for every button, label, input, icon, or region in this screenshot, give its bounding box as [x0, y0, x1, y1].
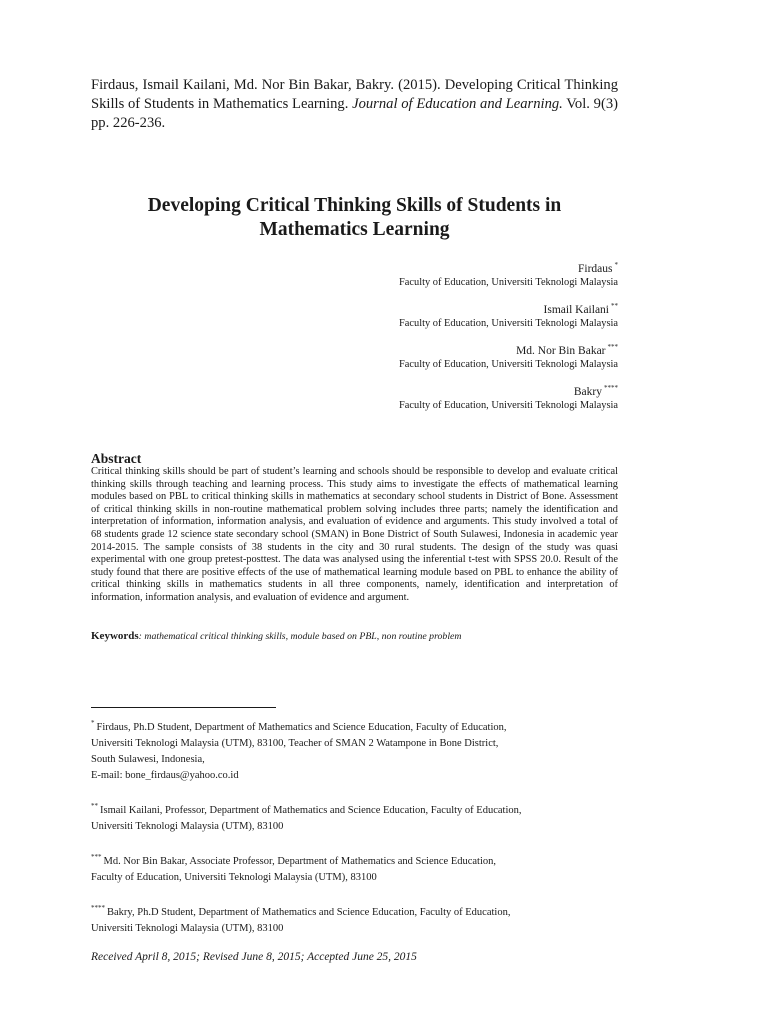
keywords-label: Keywords — [91, 630, 139, 642]
author-entry — [258, 381, 618, 412]
footnote-line: Faculty of Education, Universiti Teknologi Malaysia (UTM), 83100 — [91, 872, 377, 883]
author-name-text: Firdaus — [578, 263, 613, 275]
footnotes — [91, 715, 571, 951]
footnote-line: Universiti Teknologi Malaysia (UTM), 83100, Teacher of SMAN 2 Watampone in Bone District, — [91, 738, 499, 749]
author-entry — [258, 299, 618, 330]
footnote-divider — [91, 707, 276, 708]
footnote-mark: ** — [91, 802, 98, 810]
author-mark: ** — [611, 302, 618, 310]
citation-text: Firdaus, Ismail Kailani, Md. Nor Bin Bakar, Bakry. (2015). Developing Critical Thinking Skills of Students in Mathematics Learning. — [91, 77, 618, 112]
keywords — [91, 630, 618, 643]
footnote-line — [91, 900, 571, 921]
footnote — [91, 715, 571, 784]
author-name — [258, 381, 618, 399]
footnote — [91, 798, 571, 835]
author-name — [258, 340, 618, 358]
author-mark: *** — [607, 343, 618, 351]
author-name — [258, 258, 618, 276]
citation-volume: Vol. 9(3) pp. 226-236. — [91, 96, 618, 131]
footnote-line: Universiti Teknologi Malaysia (UTM), 83100 — [91, 821, 284, 832]
author-name-text: Bakry — [573, 386, 602, 398]
footnote-mark: *** — [91, 853, 102, 861]
author-list — [258, 258, 618, 422]
abstract-heading: Abstract — [91, 451, 142, 466]
footnote-mark: * — [91, 719, 95, 727]
footnote-text: Md. Nor Bin Bakar, Associate Professor, Department of Mathematics and Science Education, — [103, 856, 497, 867]
footnote-mark: **** — [91, 904, 105, 912]
author-entry — [258, 340, 618, 371]
footnote-line — [91, 715, 571, 736]
keywords-text: : mathematical critical thinking skills, module based on PBL, non routine problem — [138, 631, 462, 642]
citation — [91, 76, 618, 133]
footnote — [91, 900, 571, 937]
author-name-text: Md. Nor Bin Bakar — [516, 345, 606, 357]
citation-journal: Journal of Education and Learning. — [352, 96, 563, 112]
author-name-text: Ismail Kailani — [543, 304, 609, 316]
author-entry — [258, 258, 618, 289]
footnote — [91, 849, 571, 886]
author-affiliation: Faculty of Education, Universiti Teknologi Malaysia — [399, 400, 618, 411]
abstract-body: Critical thinking skills should be part of student’s learning and schools should be responsible to develop and evaluate critical thinking skills through teaching and learning process. This study aims to investigate the effects of mathematical learning modules based on PBL to critical thinking skills in mathematics at secondary school students in District of Bone. Assessment of critical thinking skills in non-routine mathematical problem solving includes three parts; namely the identification and interpretation of information, information analysis, and evaluation of evidence and arguments. This study involved a total of 68 students grade 12 science state secondary school (SMAN) in Bone District of South Sulawesi, Indonesia in academic year 2014-2015. The sample consists of 38 students in the city and 30 rural students. The design of the study was quasi experimental with one group pretest-posttest. The data was analysed using the inferential t-test with SPSS 20.0. Result of the study found that there are positive effects of the use of mathematical learning module based on PBL to enhance the ability of critical thinking skills in mathematics students in all three components, namely, identification and interpretation of information, information analysis, and evaluation of evidence and argument. — [91, 466, 618, 603]
author-affiliation: Faculty of Education, Universiti Teknologi Malaysia — [399, 318, 618, 329]
footnote-text: Bakry, Ph.D Student, Department of Mathematics and Science Education, Faculty of Education, — [107, 907, 511, 918]
footnote-line — [91, 798, 571, 819]
paper-title — [91, 194, 618, 242]
author-affiliation: Faculty of Education, Universiti Teknologi Malaysia — [399, 359, 618, 370]
paper-page — [91, 0, 618, 1024]
footnote-text: Ismail Kailani, Professor, Department of Mathematics and Science Education, Faculty of Education, — [100, 805, 522, 816]
author-mark: * — [614, 261, 618, 269]
title-line-1: Developing Critical Thinking Skills of Students in — [147, 195, 562, 216]
author-affiliation: Faculty of Education, Universiti Teknologi Malaysia — [399, 277, 618, 288]
footnote-line — [91, 849, 571, 870]
author-mark: **** — [604, 384, 618, 392]
footnote-line: Universiti Teknologi Malaysia (UTM), 83100 — [91, 923, 284, 934]
received-dates: Received April 8, 2015; Revised June 8, 2015; Accepted June 25, 2015 — [91, 951, 417, 963]
footnote-line: South Sulawesi, Indonesia, — [91, 754, 205, 765]
footnote-email: E-mail: bone_firdaus@yahoo.co.id — [91, 770, 239, 781]
author-name — [258, 299, 618, 317]
title-line-2: Mathematics Learning — [259, 219, 450, 240]
footnote-text: Firdaus, Ph.D Student, Department of Mathematics and Science Education, Faculty of Education, — [96, 722, 507, 733]
